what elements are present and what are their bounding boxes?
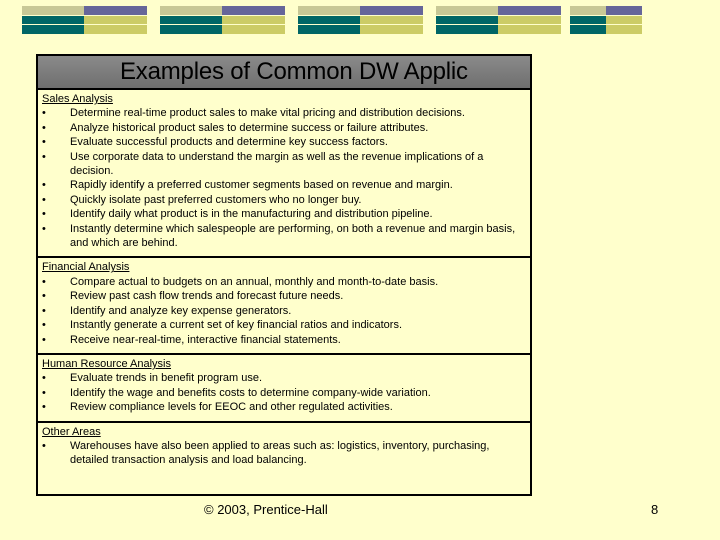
list-item: • Review compliance levels for EEOC and other regulated activities.	[42, 401, 393, 414]
list-item: • Rapidly identify a preferred customer segments based on revenue and margin.	[42, 179, 453, 192]
list-item: • Quickly isolate past preferred customers who no longer buy.	[42, 193, 362, 206]
copyright-footer: © 2003, Prentice-Hall	[204, 502, 328, 517]
bullet-icon: •	[42, 222, 46, 235]
bullet-icon: •	[42, 208, 46, 221]
bullet-icon: •	[42, 372, 46, 385]
section-human-resource-analysis	[38, 355, 530, 423]
banner-block	[160, 6, 285, 34]
bullet-icon: •	[42, 150, 46, 163]
bullet-icon: •	[42, 107, 46, 120]
banner-block	[298, 6, 423, 34]
list-item: • Instantly generate a current set of key financial ratios and indicators.	[42, 319, 403, 332]
slide-title: Examples of Common DW Applic	[120, 58, 468, 85]
bullet-icon: •	[42, 121, 46, 134]
list-item: • Determine real-time product sales to make vital pricing and distribution decisions.	[42, 107, 465, 120]
bullet-icon: •	[42, 386, 46, 399]
list-item: • Evaluate successful products and determine key success factors.	[42, 136, 388, 149]
bullet-icon: •	[42, 304, 46, 317]
bullet-icon: •	[42, 401, 46, 414]
list-item: • Warehouses have also been applied to areas such as: logistics, inventory, purchasing, detailed transaction analysis and load balancing.	[42, 439, 490, 467]
list-item: • Identify daily what product is in the manufacturing and distribution pipeline.	[42, 208, 433, 221]
list-item: • Identify the wage and benefits costs to determine company-wide variation.	[42, 386, 431, 399]
content-table	[36, 54, 532, 496]
bullet-icon: •	[42, 275, 46, 288]
title-bar	[38, 56, 530, 90]
section-heading: Other Areas	[42, 425, 101, 438]
banner-block	[22, 6, 147, 34]
list-item: • Evaluate trends in benefit program use.	[42, 372, 263, 385]
section-financial-analysis	[38, 258, 530, 354]
section-sales-analysis	[38, 90, 530, 258]
section-heading: Financial Analysis	[42, 261, 130, 274]
section-heading: Sales Analysis	[42, 93, 113, 105]
bullet-icon: •	[42, 193, 46, 206]
section-heading: Human Resource Analysis	[42, 357, 172, 370]
bullet-icon: •	[42, 136, 46, 149]
list-item: • Review past cash flow trends and forecast future needs.	[42, 290, 344, 303]
bullet-icon: •	[42, 179, 46, 192]
page-number: 8	[651, 502, 659, 517]
list-item: • Instantly determine which salespeople are performing, on both a revenue and margin basis, and which are behind.	[42, 222, 516, 250]
bullet-icon: •	[42, 333, 46, 346]
list-item: • Receive near-real-time, interactive financial statements.	[42, 333, 341, 346]
bullet-icon: •	[42, 439, 46, 452]
bullet-icon: •	[42, 290, 46, 303]
list-item: • Identify and analyze key expense generators.	[42, 304, 292, 317]
banner-block	[436, 6, 561, 34]
banner-block	[570, 6, 642, 34]
section-other-areas	[38, 423, 530, 474]
list-item: • Analyze historical product sales to determine success or failure attributes.	[42, 121, 429, 134]
decorative-banner	[22, 6, 642, 34]
list-item: • Use corporate data to understand the margin as well as the revenue implications of a decision.	[42, 150, 484, 178]
bullet-icon: •	[42, 319, 46, 332]
list-item: • Compare actual to budgets on an annual, monthly and month-to-date basis.	[42, 275, 439, 288]
